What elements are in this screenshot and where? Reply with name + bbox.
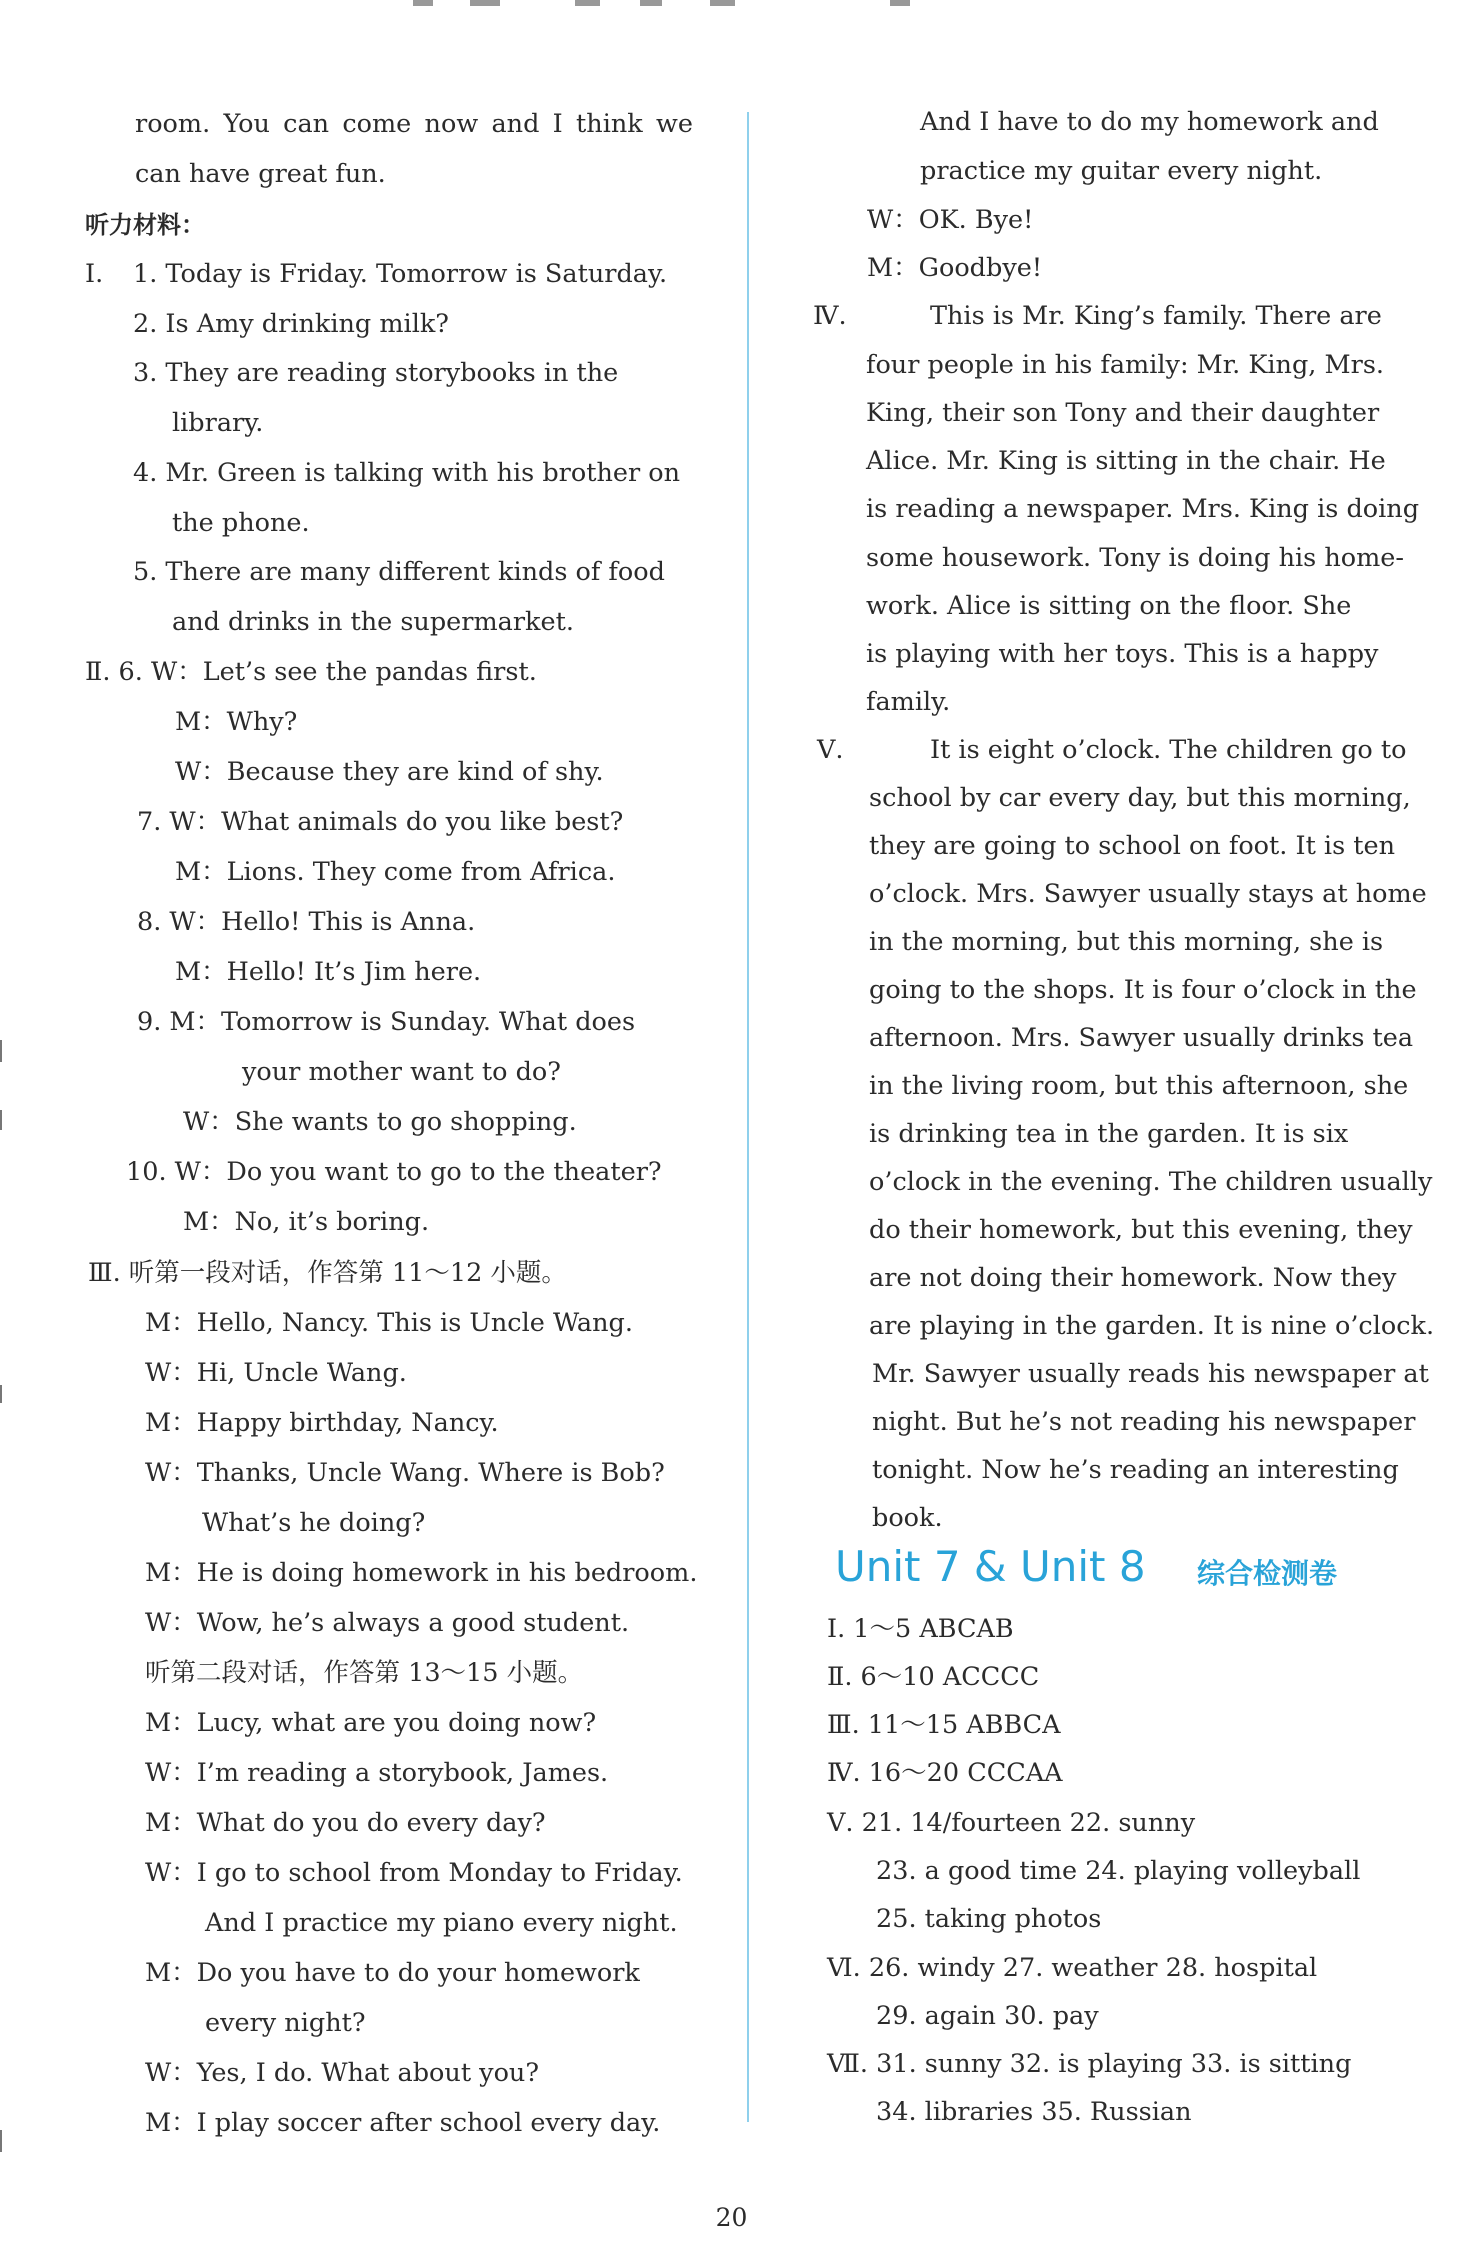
section-label: Ⅰ. [85, 259, 104, 289]
text-line: Ⅱ. 6. W：Let’s see the pandas first. [85, 657, 537, 687]
unit-subtitle: 综合检测卷 [1197, 1557, 1338, 1590]
text-line: W：Because they are kind of shy. [175, 757, 604, 787]
text-line: M：Lions. They come from Africa. [175, 857, 616, 887]
text-line: some housework. Tony is doing his home- [866, 543, 1405, 573]
column-divider [747, 112, 749, 2122]
text-line: M：Hello! It’s Jim here. [175, 957, 482, 987]
text-line: 8. W：Hello! This is Anna. [137, 907, 476, 937]
answer-line: 25. taking photos [876, 1904, 1102, 1934]
text-line: King, their son Tony and their daughter [866, 398, 1380, 428]
text-line: W：OK. Bye! [867, 205, 1034, 235]
text-line: they are going to school on foot. It is ten [869, 831, 1396, 861]
text-line: It is eight o’clock. The children go to [930, 735, 1407, 765]
text-line: the phone. [172, 508, 310, 538]
text-line: are playing in the garden. It is nine o’clock. [869, 1311, 1435, 1341]
answer-line: 34. libraries 35. Russian [876, 2097, 1192, 2127]
text-line: 听第二段对话，作答第 13～15 小题。 [145, 1658, 584, 1688]
text-line: W：Hi, Uncle Wang. [145, 1358, 407, 1388]
text-line: in the living room, but this afternoon, she [869, 1071, 1409, 1101]
section-heading: 听力材料： [85, 211, 205, 239]
text-line: M：Do you have to do your homework [145, 1958, 640, 1988]
text-line: and drinks in the supermarket. [172, 607, 574, 637]
answer-line: Ⅰ. 1～5 ABCAB [827, 1614, 1014, 1644]
text-line: four people in his family: Mr. King, Mrs. [866, 350, 1385, 380]
scan-edge-mark [0, 1385, 2, 1403]
text-line: M：What do you do every day? [145, 1808, 546, 1838]
answer-line: Ⅱ. 6～10 ACCCC [827, 1662, 1040, 1692]
text-line: tonight. Now he’s reading an interesting [872, 1455, 1399, 1485]
text-line: is reading a newspaper. Mrs. King is doing [866, 494, 1420, 524]
answer-line: Ⅲ. 11～15 ABBCA [827, 1710, 1061, 1740]
text-line: can have great fun. [135, 159, 386, 189]
text-line: afternoon. Mrs. Sawyer usually drinks tea [869, 1023, 1414, 1053]
answer-line: 29. again 30. pay [876, 2001, 1099, 2031]
text-line: And I have to do my homework and [920, 107, 1379, 137]
text-line: M：I play soccer after school every day. [145, 2108, 661, 2138]
text-line: o’clock. Mrs. Sawyer usually stays at home [869, 879, 1427, 909]
answer-line: Ⅳ. 16～20 CCCAA [827, 1758, 1063, 1788]
text-line: your mother want to do? [242, 1057, 561, 1087]
text-line: school by car every day, but this morning, [869, 783, 1411, 813]
text-line: And I practice my piano every night. [205, 1908, 678, 1938]
page-number: 20 [715, 2203, 748, 2232]
text-line: 9. M：Tomorrow is Sunday. What does [137, 1007, 636, 1037]
text-line: work. Alice is sitting on the floor. She [866, 591, 1352, 621]
text-line: o’clock in the evening. The children usually [869, 1167, 1433, 1197]
text-line: 4. Mr. Green is talking with his brother on [133, 458, 681, 488]
text-line: W：Wow, he’s always a good student. [145, 1608, 630, 1638]
text-line: do their homework, but this evening, they [869, 1215, 1413, 1245]
text-line: W：I’m reading a storybook, James. [145, 1758, 609, 1788]
text-line: is drinking tea in the garden. It is six [869, 1119, 1349, 1149]
text-line: 1. Today is Friday. Tomorrow is Saturday. [133, 259, 668, 289]
text-line: Mr. Sawyer usually reads his newspaper at [872, 1359, 1429, 1389]
text-line: Alice. Mr. King is sitting in the chair. He [866, 446, 1386, 476]
answer-line: Ⅶ. 31. sunny 32. is playing 33. is sitting [827, 2049, 1352, 2079]
text-line: 10. W：Do you want to go to the theater? [126, 1157, 662, 1187]
scan-edge-mark [0, 1110, 2, 1130]
scan-edge-mark [0, 1040, 2, 1062]
text-line: M：Goodbye! [867, 253, 1043, 283]
answer-line: Ⅴ. 21. 14/fourteen 22. sunny [827, 1808, 1196, 1838]
text-line: M：Hello, Nancy. This is Uncle Wang. [145, 1308, 633, 1338]
unit-title: Unit 7 & Unit 8 [835, 1542, 1146, 1591]
text-line: This is Mr. King’s family. There are [930, 301, 1382, 331]
text-line: M：Why? [175, 707, 298, 737]
scan-edge-mark [0, 2130, 2, 2152]
text-line: M：He is doing homework in his bedroom. [145, 1558, 698, 1588]
text-line: Ⅲ. 听第一段对话，作答第 11～12 小题。 [88, 1258, 567, 1288]
text-line: in the morning, but this morning, she is [869, 927, 1384, 957]
text-line: W：Yes, I do. What about you? [145, 2058, 540, 2088]
text-line: M：Happy birthday, Nancy. [145, 1408, 499, 1438]
text-line: 7. W：What animals do you like best? [137, 807, 624, 837]
text-line: is playing with her toys. This is a happy [866, 639, 1379, 669]
text-line: every night? [205, 2008, 366, 2038]
text-line: library. [172, 408, 264, 438]
text-line: book. [872, 1503, 943, 1533]
text-line: 5. There are many different kinds of food [133, 557, 665, 587]
text-line: 3. They are reading storybooks in the [133, 358, 619, 388]
text-line: 2. Is Amy drinking milk? [133, 309, 449, 339]
top-scan-marks [0, 0, 1463, 8]
answer-line: 23. a good time 24. playing volleyball [876, 1856, 1361, 1886]
text-line: going to the shops. It is four o’clock in the [869, 975, 1417, 1005]
text-line: What’s he doing? [202, 1508, 426, 1538]
section-label: Ⅴ. [817, 735, 844, 765]
text-line: room. You can come now and I think we [135, 109, 693, 139]
text-line: practice my guitar every night. [920, 156, 1323, 186]
answer-line: Ⅵ. 26. windy 27. weather 28. hospital [827, 1953, 1318, 1983]
text-line: W：I go to school from Monday to Friday. [145, 1858, 683, 1888]
text-line: M：No, it’s boring. [183, 1207, 430, 1237]
text-line: W：She wants to go shopping. [183, 1107, 577, 1137]
text-line: are not doing their homework. Now they [869, 1263, 1397, 1293]
section-label: Ⅳ. [813, 301, 847, 331]
text-line: night. But he’s not reading his newspaper [872, 1407, 1416, 1437]
text-line: M：Lucy, what are you doing now? [145, 1708, 597, 1738]
text-line: family. [866, 687, 951, 717]
text-line: W：Thanks, Uncle Wang. Where is Bob? [145, 1458, 665, 1488]
